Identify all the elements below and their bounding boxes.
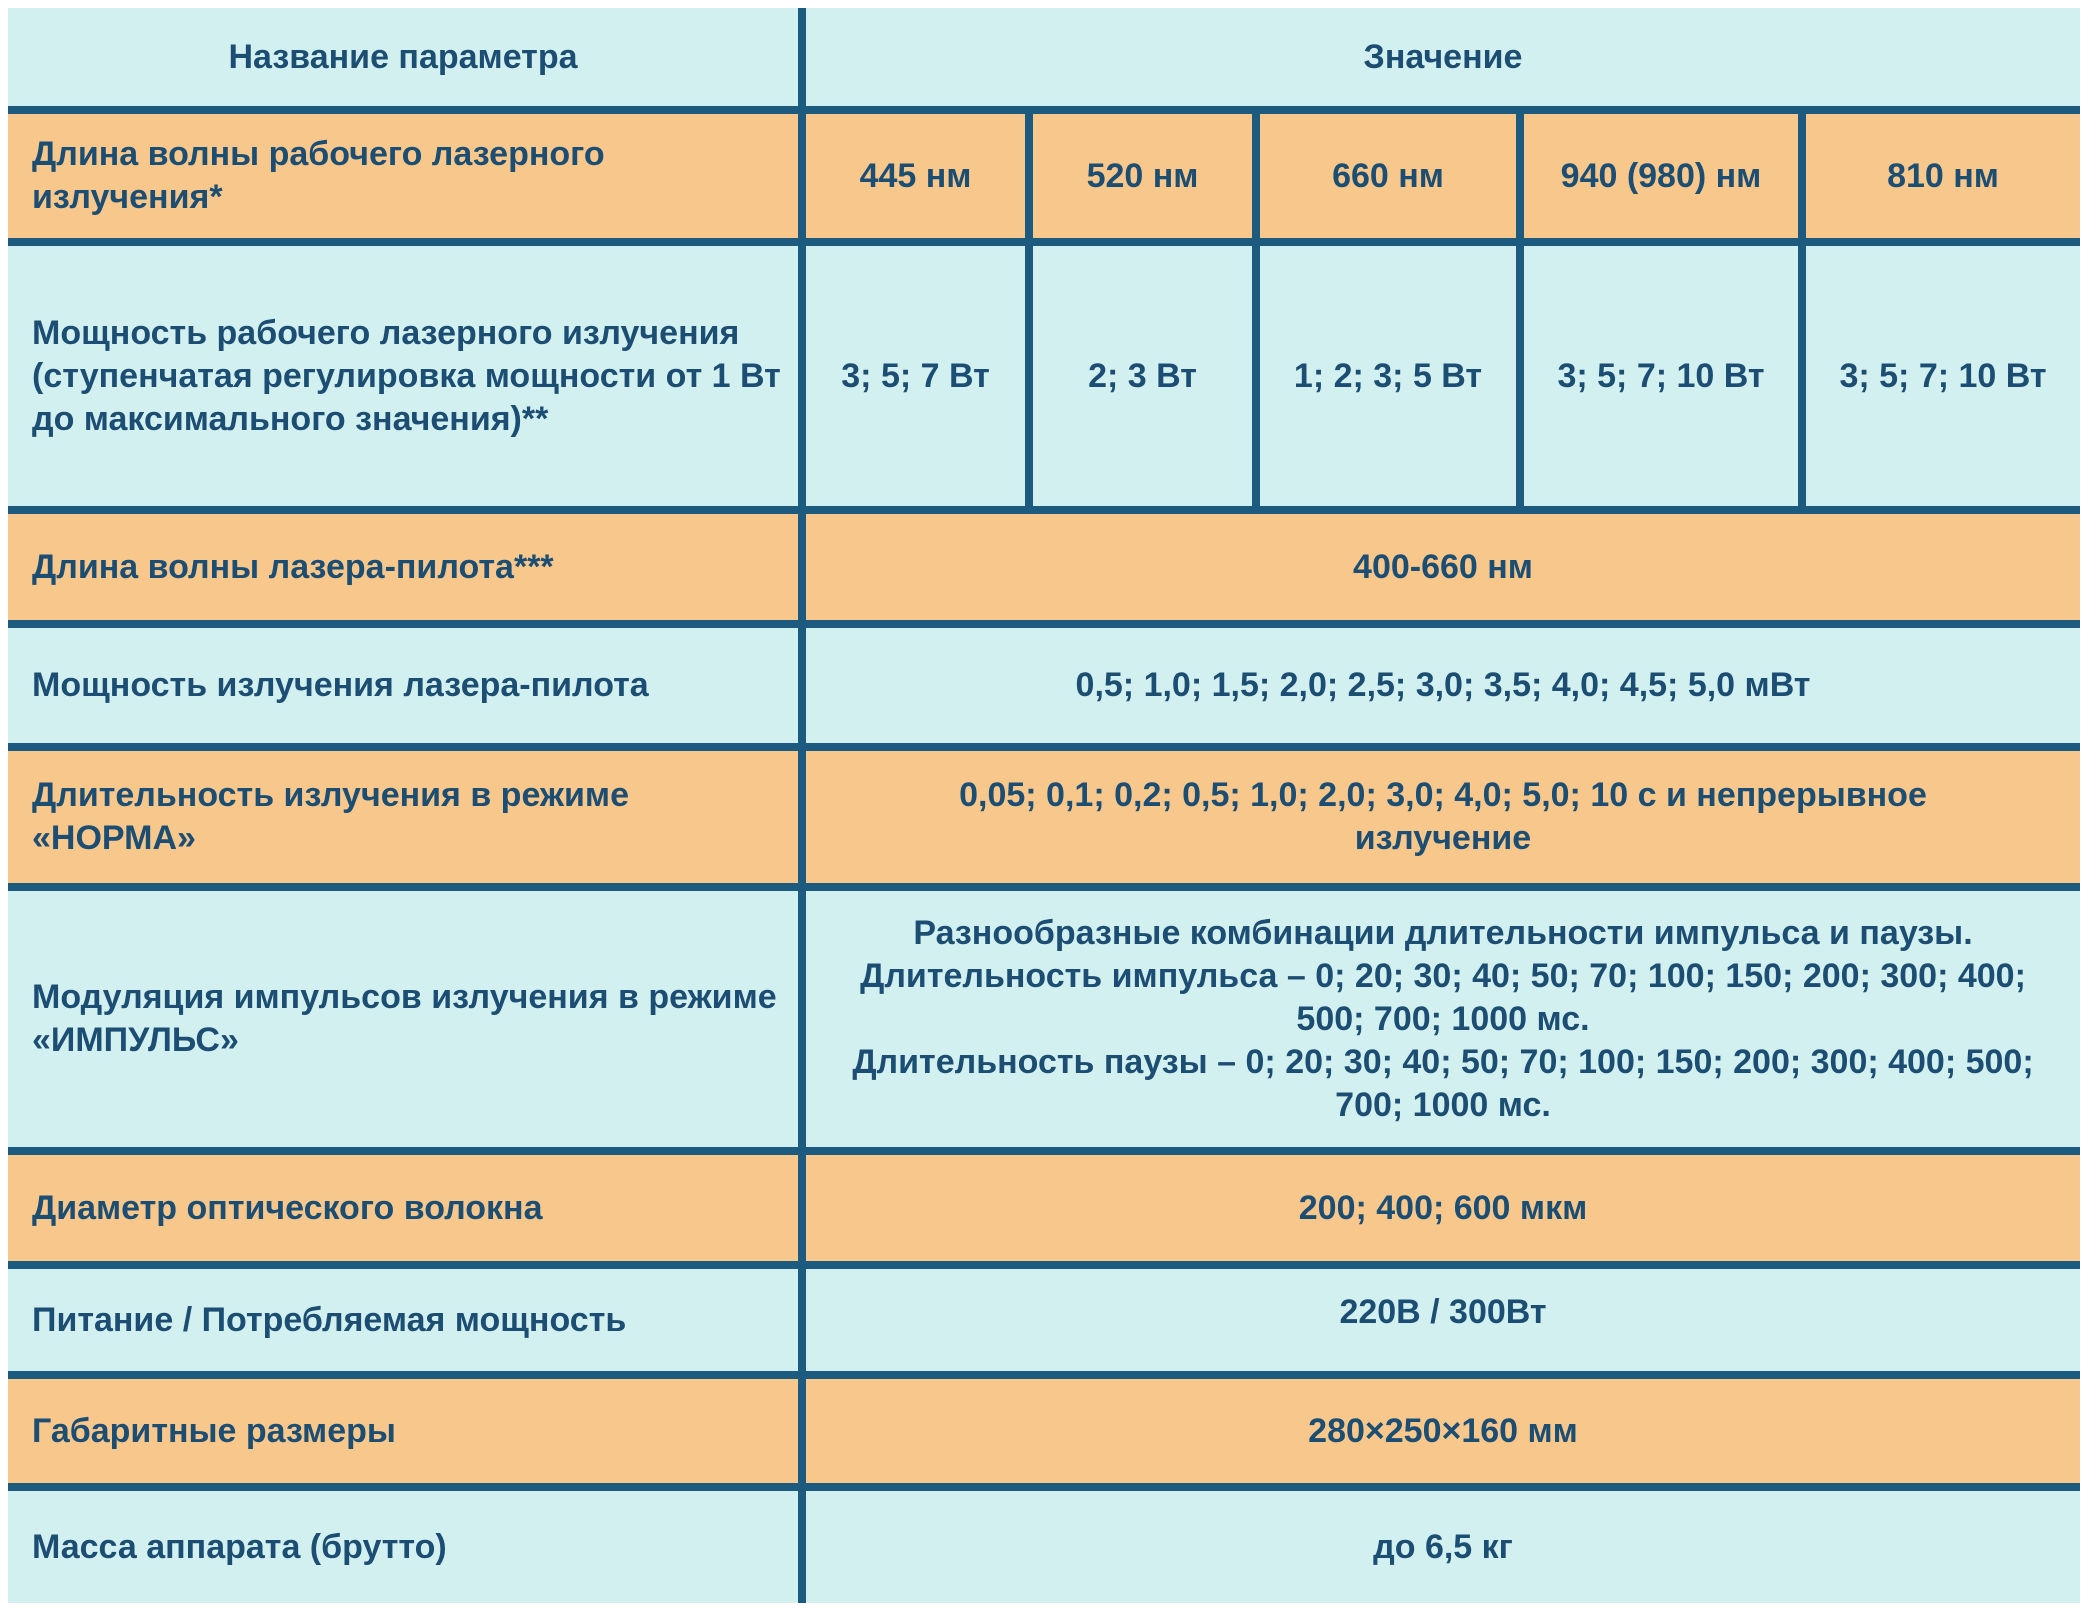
value-fiber: 200; 400; 600 мкм [806,1155,2080,1261]
value-power-445: 3; 5; 7 Вт [806,246,1025,506]
value-wavelength-660: 660 нм [1260,114,1516,238]
row-label-modulation: Модуляция импульсов излучения в режиме «ИМПУЛЬС» [8,891,798,1147]
row-label-duration: Длительность излучения в режиме «НОРМА» [8,751,798,883]
value-wavelength-940: 940 (980) нм [1524,114,1798,238]
row-label-dimensions: Габаритные размеры [8,1379,798,1483]
value-supply: 220В / 300Вт [806,1269,2080,1371]
row-label-mass: Масса аппарата (брутто) [8,1491,798,1603]
value-mass: до 6,5 кг [806,1491,2080,1603]
modulation-line-3: Длительность паузы – 0; 20; 30; 40; 50; 70; 100; 150; 200; 300; 400; 500; 700; 1000 мс. [852,1042,2034,1124]
value-dimensions: 280×250×160 мм [806,1379,2080,1483]
header-value: Значение [1363,37,1523,76]
value-power-660: 1; 2; 3; 5 Вт [1260,246,1516,506]
header-param: Название параметра [228,37,578,76]
value-pilot-wavelength: 400-660 нм [806,514,2080,620]
row-label-pilot-wavelength: Длина волны лазера-пилота*** [8,514,798,620]
row-label-fiber: Диаметр оптического волокна [8,1155,798,1261]
row-label-supply: Питание / Потребляемая мощность [8,1269,798,1371]
value-wavelength-810: 810 нм [1806,114,2080,238]
modulation-line-2: Длительность импульса – 0; 20; 30; 40; 50; 70; 100; 150; 200; 300; 400; 500; 700; 1000 мс. [860,956,2026,1038]
value-power-940: 3; 5; 7; 10 Вт [1524,246,1798,506]
value-pilot-power: 0,5; 1,0; 1,5; 2,0; 2,5; 3,0; 3,5; 4,0; 4,5; 5,0 мВт [806,628,2080,743]
specifications-table [8,8,2080,1603]
value-wavelength-445: 445 нм [806,114,1025,238]
value-duration: 0,05; 0,1; 0,2; 0,5; 1,0; 2,0; 3,0; 4,0; 5,0; 10 с и непрерывное излучение [806,751,2080,883]
row-label-wavelength: Длина волны рабочего лазерного излучения* [8,114,798,238]
value-modulation [806,891,2080,1147]
row-label-power: Мощность рабочего лазерного излучения (ступенчатая регулировка мощности от 1 Вт до максимального значения)** [8,246,798,506]
header-value-cell [806,8,2080,106]
row-label-pilot-power: Мощность излучения лазера-пилота [8,628,798,743]
value-wavelength-520: 520 нм [1033,114,1252,238]
header-param-cell [8,8,798,106]
modulation-line-1: Разнообразные комбинации длительности импульса и паузы. [913,913,1973,952]
value-power-520: 2; 3 Вт [1033,246,1252,506]
value-power-810: 3; 5; 7; 10 Вт [1806,246,2080,506]
